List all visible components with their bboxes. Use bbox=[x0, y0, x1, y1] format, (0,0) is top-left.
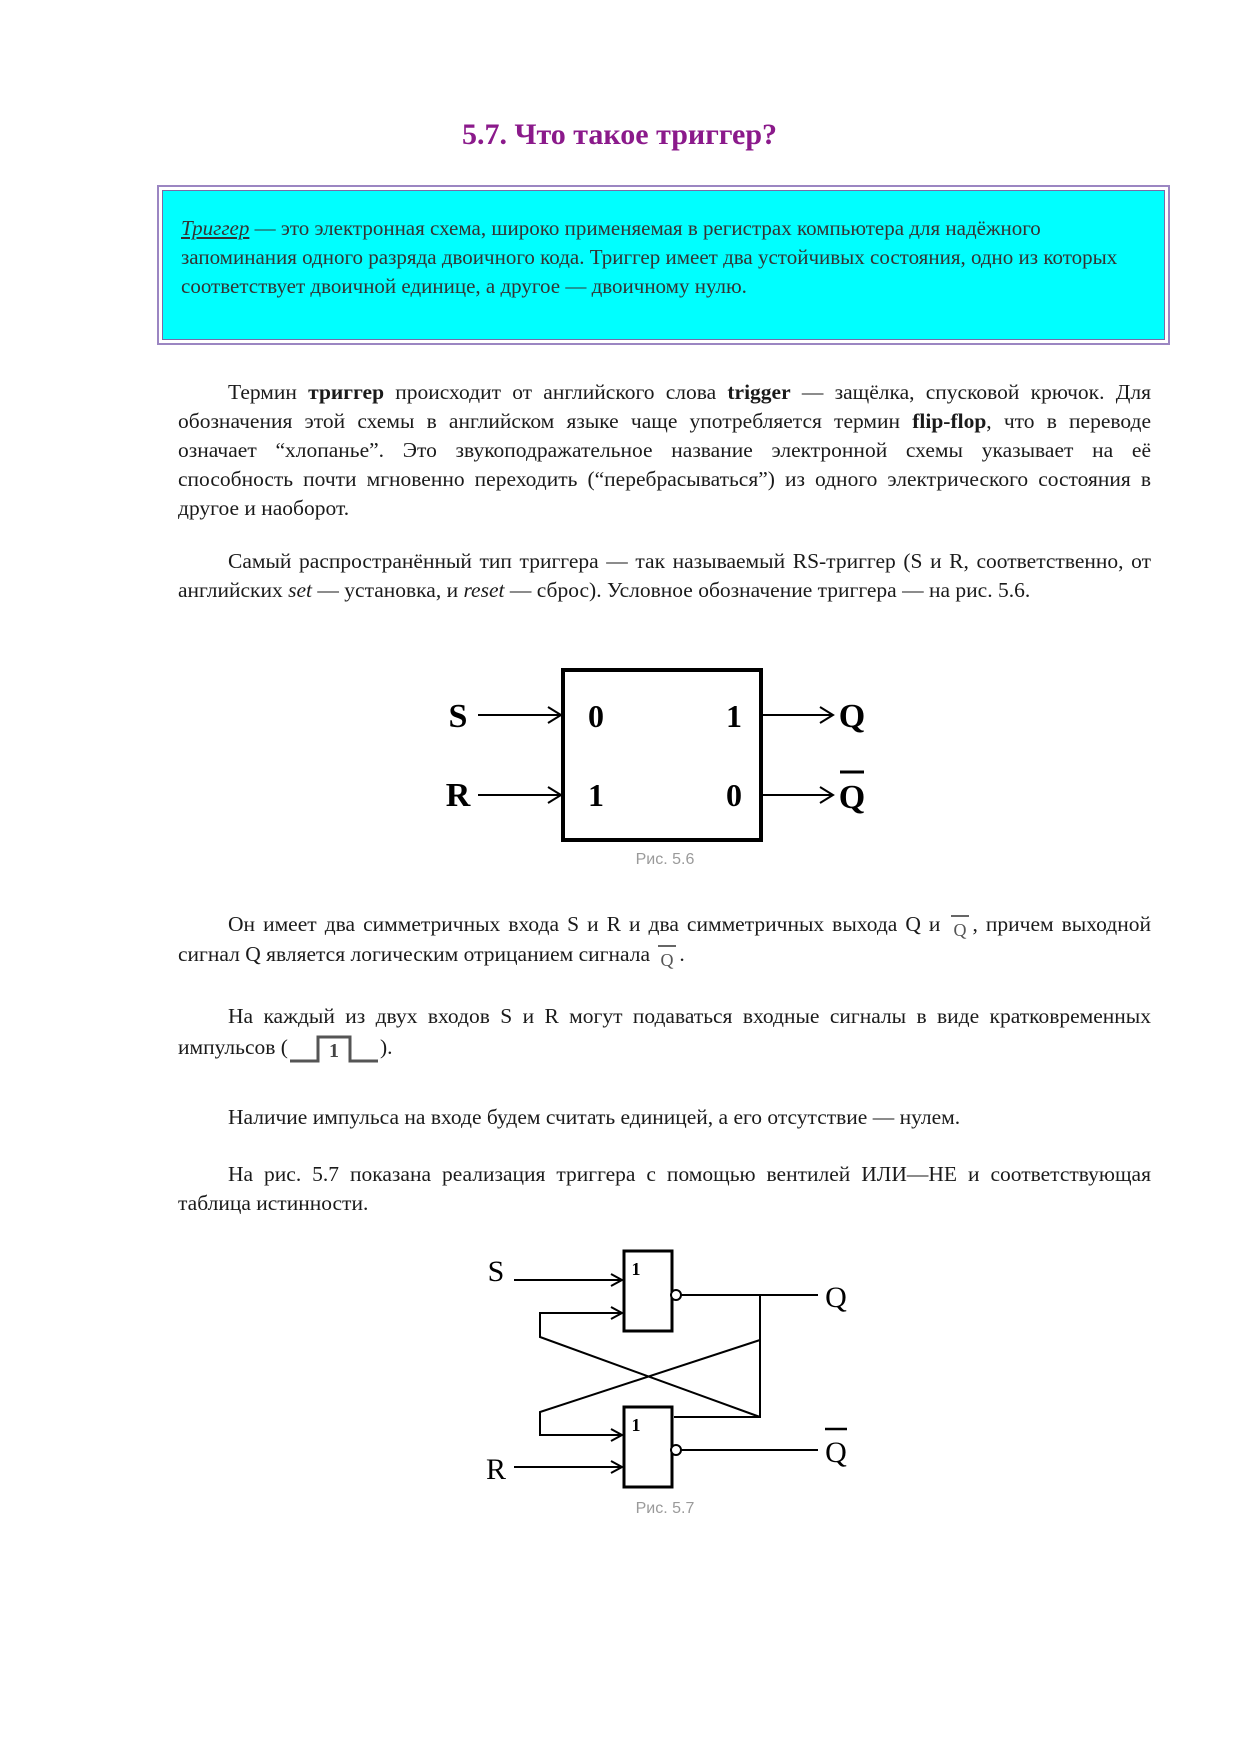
paragraph-pulse-inputs bbox=[178, 1002, 1151, 1067]
text: На каждый из двух входов S и R могут подаваться входные сигналы в виде кратковременных импульсов ( bbox=[178, 1004, 1151, 1059]
feedback-cross-to-bottom-gate bbox=[540, 1340, 760, 1435]
input-r-label: R bbox=[485, 1453, 507, 1486]
definition-text bbox=[162, 190, 1165, 340]
text: ). bbox=[379, 1034, 393, 1059]
text: Термин bbox=[228, 380, 309, 404]
feedback-wire-from-top-output bbox=[674, 1295, 760, 1417]
s-state-value: 0 bbox=[588, 698, 604, 734]
paragraph-pulse-meaning: Наличие импульса на входе будем считать единицей, а его отсутствие — нулем. bbox=[228, 1105, 961, 1129]
text: . bbox=[679, 942, 685, 967]
qbar-symbol-icon bbox=[655, 942, 679, 970]
text: происходит от английского слова bbox=[384, 380, 728, 404]
paragraph-rs-trigger bbox=[178, 547, 1151, 605]
figure-5-6-caption: Рис. 5.6 bbox=[635, 851, 695, 868]
nor-gate-bottom-inversion-bubble bbox=[671, 1445, 681, 1455]
text: Самый распространённый тип триггера — так называемый RS-триггер (S и R, соответственно, от английских bbox=[178, 549, 1151, 602]
bold-term: flip-flop bbox=[912, 409, 987, 433]
pulse-icon bbox=[288, 1031, 380, 1067]
nor-gate-top-label: 1 bbox=[631, 1259, 641, 1279]
output-q-label: Q bbox=[825, 1281, 847, 1314]
qbar-symbol-text: Q bbox=[660, 950, 674, 971]
input-s-label: S bbox=[448, 698, 468, 735]
figure-5-7-caption: Рис. 5.7 bbox=[635, 1500, 695, 1517]
q-state-value: 1 bbox=[726, 698, 742, 734]
output-qbar-label: Q bbox=[825, 1436, 847, 1469]
qbar-symbol-text: Q bbox=[953, 920, 967, 941]
bold-term: триггер bbox=[308, 380, 385, 404]
definition-box bbox=[157, 185, 1170, 345]
text: Он имеет два симметричных входа S и R и два симметричных выхода Q и bbox=[228, 912, 949, 936]
paragraph-inputs-outputs bbox=[178, 910, 1151, 970]
italic-term: set bbox=[288, 578, 313, 602]
nor-gate-top-inversion-bubble bbox=[671, 1290, 681, 1300]
paragraph-nor-implementation: На рис. 5.7 показана реализация триггера с помощью вентилей ИЛИ—НЕ и соответствующая таблица истинности. bbox=[178, 1162, 1151, 1215]
input-s-label: S bbox=[487, 1255, 505, 1288]
page-title: 5.7. Что такое триггер? bbox=[461, 118, 778, 151]
paragraph-term-origin bbox=[178, 378, 1151, 523]
text: — сброс). Условное обозначение триггера — на рис. 5.6. bbox=[504, 578, 1031, 602]
output-q-label: Q bbox=[838, 698, 866, 735]
text: — установка, и bbox=[312, 578, 464, 602]
definition-body: — это электронная схема, широко применяемая в регистрах компьютера для надёжного запоминания одного разряда двоичного кода. Триггер имеет два устойчивых состояния, одно из которых соответствует двоичной единице, а другое — двоичному нулю. bbox=[181, 216, 1118, 298]
text: — защёлка, спусковой крючок. Для обозначения этой схемы в английском языке чаще употребляется термин bbox=[178, 380, 1151, 433]
figure-5-6-rs-trigger-symbol bbox=[430, 660, 890, 850]
trigger-box bbox=[563, 670, 761, 840]
bold-term: trigger bbox=[727, 380, 791, 404]
definition-term: Триггер bbox=[181, 216, 250, 240]
r-state-value: 1 bbox=[588, 777, 604, 813]
qbar-symbol-icon bbox=[948, 912, 972, 940]
figure-5-7-nor-latch-diagram bbox=[478, 1245, 858, 1505]
input-r-label: R bbox=[445, 777, 471, 814]
pulse-label: 1 bbox=[328, 1040, 339, 1062]
text: , причем выходной сигнал Q является логическим отрицанием сигнала bbox=[178, 912, 1151, 967]
nor-gate-bottom-label: 1 bbox=[631, 1415, 641, 1435]
text: , что в переводе означает “хлопанье”. Это звукоподражательное название электронной схемы указывает на её способность почти мгновенно переходить (“перебрасываться”) из одного электрического состояния в другое и наоборот. bbox=[178, 409, 1151, 520]
output-qbar-label: Q bbox=[838, 779, 866, 816]
italic-term: reset bbox=[463, 578, 505, 602]
qbar-state-value: 0 bbox=[726, 777, 742, 813]
